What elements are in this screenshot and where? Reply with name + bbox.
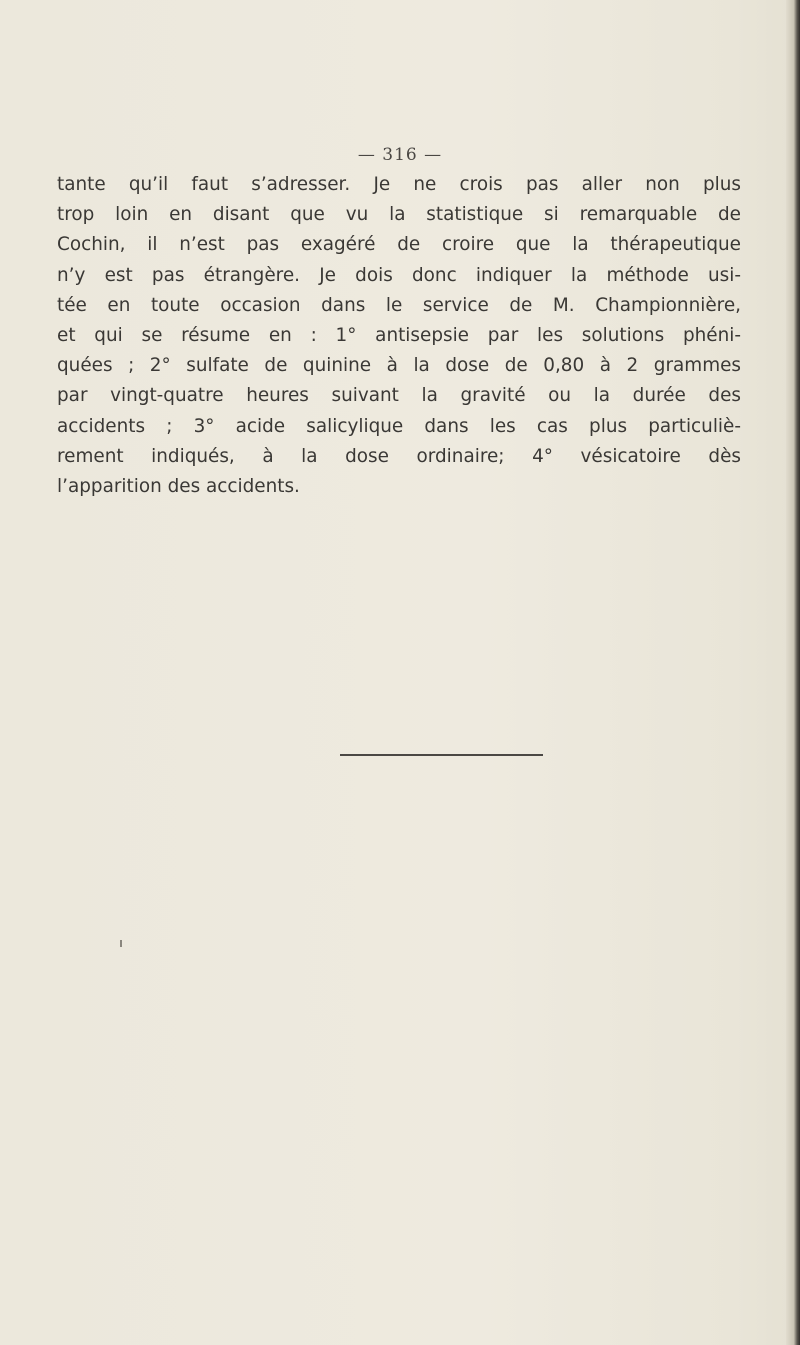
text-line: rement indiqués, à la dose ordinaire; 4° vésicatoire dès (57, 445, 741, 467)
text-line: trop loin en disant que vu la statistique si remarquable de (57, 204, 741, 226)
text-line: tante qu’il faut s’adresser. Je ne crois pas aller non plus (57, 174, 741, 195)
text-line: accidents ; 3° acide salicylique dans les cas plus particuliè- (57, 415, 741, 437)
text-line: et qui se résume en : 1° antisepsie par les solutions phéni- (57, 325, 741, 347)
page-edge-shadow (786, 0, 800, 1345)
page-number: — 316 — (357, 145, 443, 165)
text-line: l’apparition des accidents. (57, 476, 300, 498)
text-line: tée en toute occasion dans le service de M. Championnière, (57, 294, 741, 316)
text-line: quées ; 2° sulfate de quinine à la dose de 0,80 à 2 grammes (57, 355, 741, 377)
paper-speck (120, 940, 122, 947)
text-line: par vingt-quatre heures suivant la gravité ou la durée des (57, 385, 741, 407)
section-divider-rule (340, 754, 543, 756)
body-paragraph (57, 170, 741, 502)
text-line: Cochin, il n’est pas exagéré de croire que la thérapeutique (57, 234, 741, 256)
text-line: n’y est pas étrangère. Je dois donc indiquer la méthode usi- (57, 264, 741, 286)
